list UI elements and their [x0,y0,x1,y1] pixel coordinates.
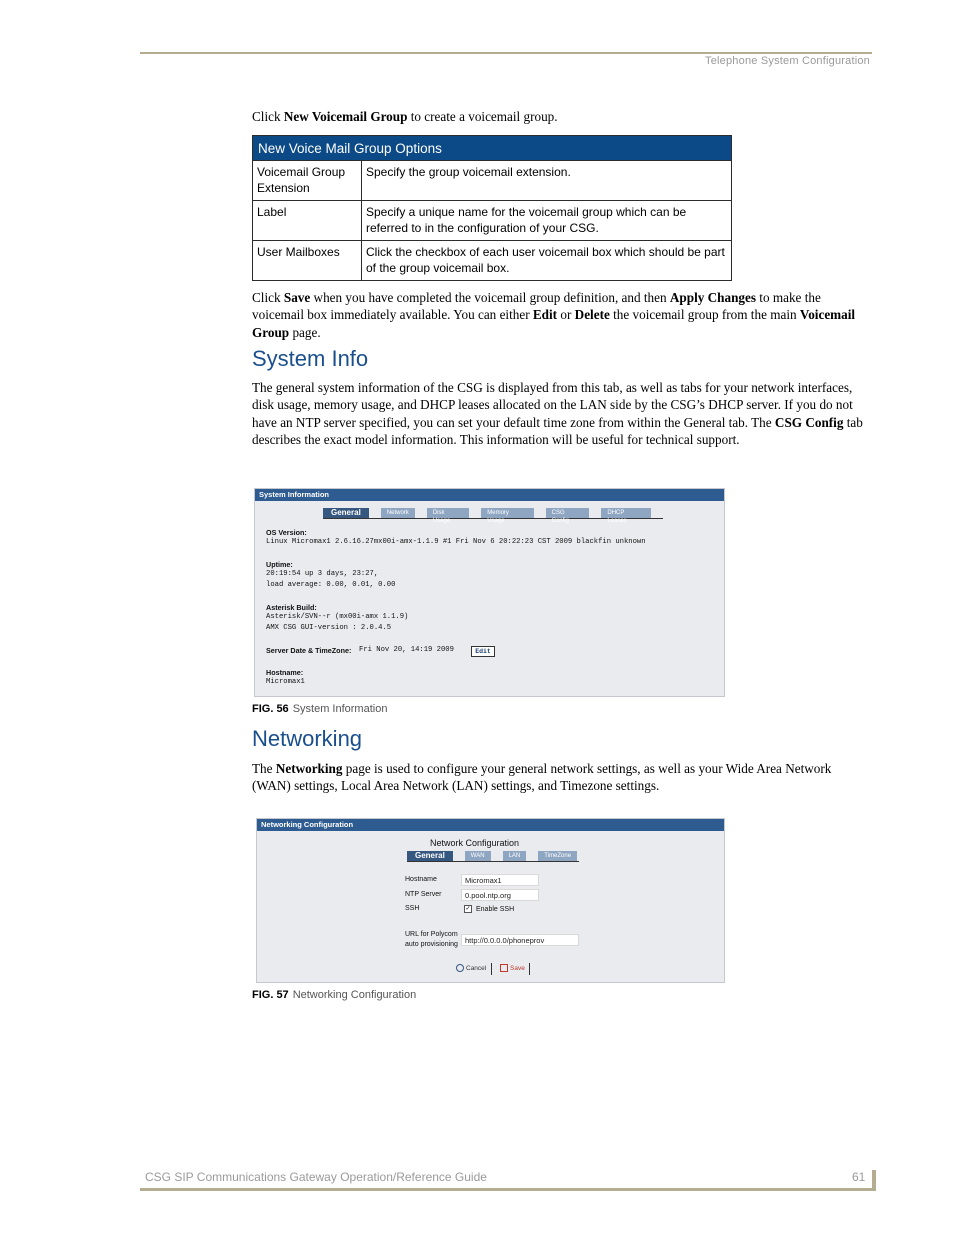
option-name: User Mailboxes [253,241,362,281]
save-icon [500,964,508,972]
system-information-screenshot [254,488,725,697]
intro-bold: New Voicemail Group [283,109,408,124]
option-description: Click the checkbox of each user voicemail box which should be part of the group voicemail box. [362,241,732,281]
text: page is used to configure your general network settings, as well as your Wide Area Network (WAN) settings, Local Area Network (LAN) settings, and Timezone settings. [252,761,832,794]
table-row [253,161,732,201]
asterisk-build-label: Asterisk Build: [266,603,317,612]
uptime-label: Uptime: [266,560,293,569]
server-date-label: Server Date & TimeZone: [266,646,352,655]
hostname-input[interactable]: Micromax1 [461,874,539,886]
option-description: Specify the group voicemail extension. [362,161,732,201]
table-row [253,201,732,241]
ntp-server-input[interactable]: 0.pool.ntp.org [461,889,539,901]
figure-caption-57 [252,989,416,1001]
figure-number: FIG. 57 [252,989,289,1001]
hostname-label: Hostname [405,876,437,883]
footer-title: CSG SIP Communications Gateway Operation/Reference Guide [145,1170,487,1184]
button-divider [491,963,492,975]
bold-text: Save [283,290,311,305]
bold-text: Networking [275,761,343,776]
figure-caption-text: System Information [292,703,388,715]
uptime-value: 20:19:54 up 3 days, 23:27, [266,570,379,578]
enable-ssh-label: Enable SSH [476,906,515,913]
bold-text: Voicemail Group [252,307,856,340]
text: page. [289,324,321,340]
cancel-label: Cancel [466,965,487,972]
section-heading-system-info: System Info [252,346,369,371]
gui-version-value: AMX CSG GUI-version : 2.0.4.5 [266,624,392,632]
tab-timezone[interactable]: TimeZone [538,851,577,861]
enable-ssh-checkbox[interactable]: ✓ [465,906,471,912]
cancel-button[interactable] [456,964,486,974]
text: Click [252,290,284,305]
bold-text: Delete [574,307,610,323]
server-date-value: Fri Nov 20, 14:19 2009 [359,646,454,654]
hostname-label: Hostname: [266,668,304,677]
ntp-server-label: NTP Server [405,891,442,898]
section-heading-networking: Networking [252,726,363,751]
option-name: Voicemail Group Extension [253,161,362,201]
polycom-url-label: URL for Polycom [405,931,458,938]
bold-text: CSG Config [774,414,844,430]
system-info-paragraph [252,379,872,448]
option-name: Label [253,201,362,241]
footer-rule [140,1188,876,1191]
os-version-label: OS Version: [266,528,307,537]
tab-disk-usage[interactable]: Disk Usage [427,508,469,518]
bold-text: Apply Changes [669,290,756,305]
tab-memory-usage[interactable]: Memory Usage [481,508,533,518]
options-table [252,135,732,281]
os-version-value: Linux Micromax1 2.6.16.27mx00i-amx-1.1.9 #1 Fri Nov 6 20:22:23 CST 2009 blackfin unknown [266,538,646,546]
tab-lan[interactable]: LAN [503,851,527,861]
polycom-url-input[interactable]: http://0.0.0.0/phoneprov [461,934,579,946]
tab-network[interactable]: Network [381,508,415,518]
text: the voicemail group from the main [609,307,800,323]
hostname-value: Micromax1 [266,678,305,686]
text: The [252,761,276,776]
tab-dhcp-leases[interactable]: DHCP Leases [601,508,651,518]
network-configuration-title: Network Configuration [430,838,520,848]
networking-configuration-screenshot [256,818,725,983]
option-description: Specify a unique name for the voicemail group which can be referred to in the configuration of your CSG. [362,201,732,241]
running-head: Telephone System Configuration [705,55,870,67]
text: to make the voicemail box immediately available. You can either [252,290,821,323]
intro-paragraph [252,108,872,125]
save-button[interactable] [500,964,525,974]
save-paragraph [252,289,872,341]
tab-bar [323,508,663,524]
text: The general system information of the CSG is displayed from this tab, as well as tabs for your network interfaces, disk usage, memory usage, and DHCP leases allocated on the LAN side by the CSG’s DHCP server. If you do not have an NTP server specified, you can set your default time zone from within the General tab. The [252,380,853,430]
footer-rule-end [872,1170,876,1191]
page-number: 61 [852,1170,866,1184]
ssh-label: SSH [405,905,420,912]
tab-general[interactable]: General [323,508,369,518]
panel-title-bar: Networking Configuration [257,819,724,831]
intro-text: Click [252,109,284,124]
table-title: New Voice Mail Group Options [253,136,732,161]
save-label: Save [510,965,525,972]
text: or [557,307,575,323]
figure-caption-56 [252,703,387,715]
networking-paragraph [252,760,872,795]
figure-caption-text: Networking Configuration [292,989,417,1001]
panel-title-bar: System Information [255,489,724,501]
tab-csg-config[interactable]: CSG Config [546,508,590,518]
asterisk-build-value: Asterisk/SVN--r (mx00i-amx 1.1.9) [266,613,409,621]
load-average-value: load average: 0.00, 0.01, 0.00 [266,581,396,589]
header-rule [140,52,872,54]
tab-wan[interactable]: WAN [465,851,491,861]
text: tab describes the exact model information. This information will be useful for technical support. [252,414,863,447]
button-divider [529,963,530,975]
table-row [253,241,732,281]
bold-text: Edit [532,307,558,323]
text: when you have completed the voicemail group definition, and then [310,290,670,305]
polycom-url-label-line2: auto provisioning [405,941,458,948]
tab-bar [407,851,579,862]
intro-text-end: to create a voicemail group. [407,109,558,124]
edit-button[interactable]: Edit [471,646,495,657]
tab-general[interactable]: General [407,851,453,861]
cancel-icon [456,964,464,972]
figure-number: FIG. 56 [252,703,289,715]
